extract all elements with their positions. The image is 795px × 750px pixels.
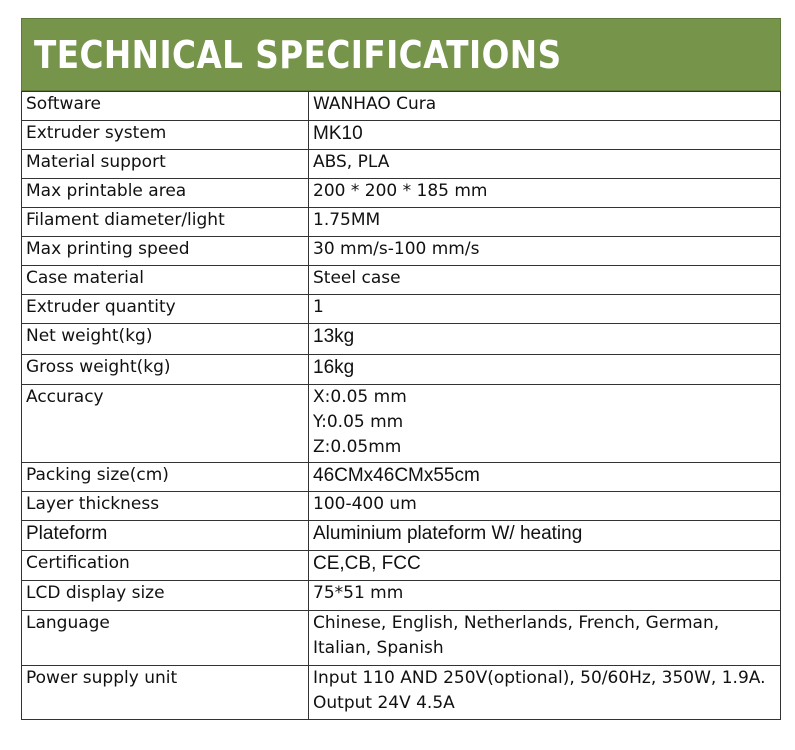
- spec-label: Net weight(kg): [22, 324, 309, 355]
- title-banner: [21, 18, 781, 91]
- spec-label: Power supply unit: [22, 666, 309, 720]
- spec-value: 30 mm/s-100 mm/s: [309, 237, 781, 266]
- table-row: [22, 521, 781, 551]
- spec-value: Input 110 AND 250V(optional), 50/60Hz, 350W, 1.9A. Output 24V 4.5A: [309, 666, 781, 720]
- table-row: [22, 150, 781, 179]
- spec-table-body: [22, 92, 781, 720]
- spec-label: Max printing speed: [22, 237, 309, 266]
- table-row: [22, 666, 781, 720]
- spec-label: Max printable area: [22, 179, 309, 208]
- spec-label: Software: [22, 92, 309, 121]
- table-row: [22, 492, 781, 521]
- spec-label: Extruder system: [22, 121, 309, 150]
- table-row: [22, 355, 781, 385]
- spec-value: ABS, PLA: [309, 150, 781, 179]
- spec-label: Certification: [22, 551, 309, 581]
- spec-sheet: [21, 18, 781, 720]
- spec-label: LCD display size: [22, 581, 309, 611]
- spec-value: CE,CB, FCC: [309, 551, 781, 581]
- table-row: [22, 581, 781, 611]
- spec-label: Accuracy: [22, 385, 309, 463]
- spec-label: Plateform: [22, 521, 309, 551]
- spec-label: Filament diameter/light: [22, 208, 309, 237]
- spec-label: Case material: [22, 266, 309, 295]
- spec-label: Material support: [22, 150, 309, 179]
- spec-value: 1: [309, 295, 781, 324]
- spec-value: 75*51 mm: [309, 581, 781, 611]
- spec-value: 100-400 um: [309, 492, 781, 521]
- table-row: [22, 324, 781, 355]
- spec-value: MK10: [309, 121, 781, 150]
- spec-value: Aluminium plateform W/ heating: [309, 521, 781, 551]
- table-row: [22, 385, 781, 463]
- table-row: [22, 551, 781, 581]
- table-row: [22, 463, 781, 492]
- spec-label: Gross weight(kg): [22, 355, 309, 385]
- spec-value: Chinese, English, Netherlands, French, German, Italian, Spanish: [309, 611, 781, 666]
- table-row: [22, 121, 781, 150]
- spec-label: Language: [22, 611, 309, 666]
- spec-label: Layer thickness: [22, 492, 309, 521]
- spec-label: Packing size(cm): [22, 463, 309, 492]
- table-row: [22, 92, 781, 121]
- spec-value: 13kg: [309, 324, 781, 355]
- table-row: [22, 208, 781, 237]
- table-row: [22, 237, 781, 266]
- spec-value: X:0.05 mm Y:0.05 mm Z:0.05mm: [309, 385, 781, 463]
- spec-value: 16kg: [309, 355, 781, 385]
- spec-label: Extruder quantity: [22, 295, 309, 324]
- table-row: [22, 179, 781, 208]
- spec-value: 46CMx46CMx55cm: [309, 463, 781, 492]
- table-row: [22, 611, 781, 666]
- spec-table: [21, 91, 781, 720]
- spec-value: WANHAO Cura: [309, 92, 781, 121]
- spec-value: Steel case: [309, 266, 781, 295]
- page-title: TECHNICAL SPECIFICATIONS: [34, 32, 562, 77]
- spec-value: 200 * 200 * 185 mm: [309, 179, 781, 208]
- table-row: [22, 295, 781, 324]
- table-row: [22, 266, 781, 295]
- spec-value: 1.75MM: [309, 208, 781, 237]
